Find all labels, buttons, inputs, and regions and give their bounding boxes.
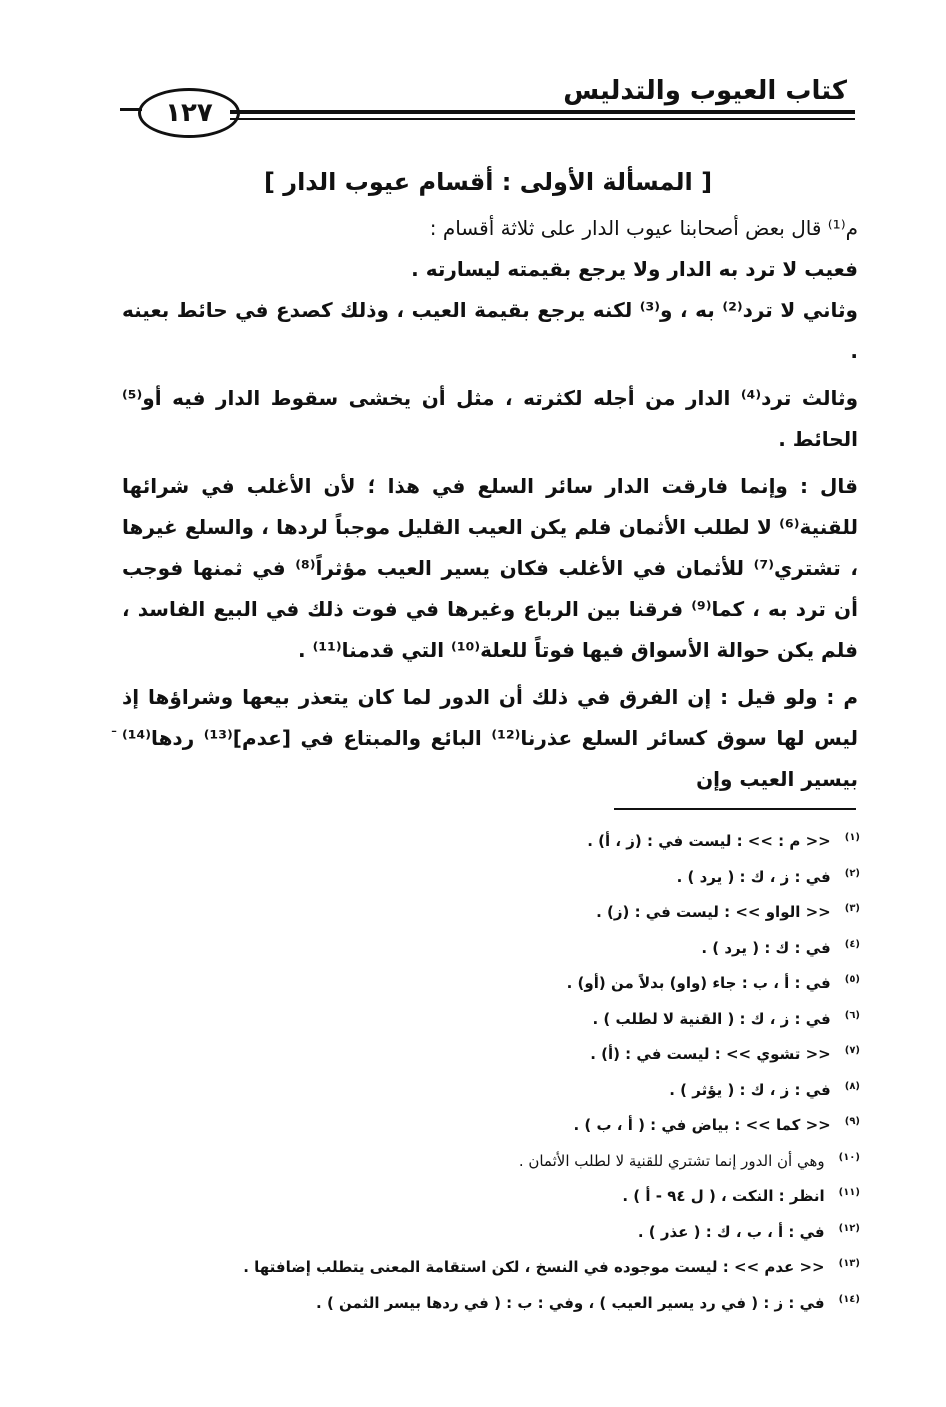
footnote: $^{(٧)}$<< تشوي >> : ليست في : (أ) . — [590, 1045, 860, 1063]
footnote: $^{(١٤)}$في : ز : ( في رد يسير العيب ) ، وفي : ب : ( في ردها بيسر الثمن ) . — [316, 1293, 860, 1312]
footnote: $^{(١١)}$انظر : النكت ، ( ل ٩٤ - أ ) . — [622, 1187, 860, 1205]
paragraph: وثالث ترد⁽⁴⁾ الدار من أجله لكثرته ، مثل أن يخشى سقوط الدار فيه أو⁽⁵⁾ الحائط . — [122, 386, 858, 451]
page-number: ١٢٧ — [138, 88, 240, 138]
footnote: $^{(١٠)}$وهي أن الدور إنما تشتري للقنية لا لطلب الأثمان . — [518, 1151, 860, 1170]
paragraph: فعيب لا ترد به الدار ولا يرجع بقيمته ليسارته . — [411, 257, 858, 281]
continuation-marker: ـ — [112, 720, 117, 736]
paragraph: م : ولو قيل : إن الفرق في ذلك أن الدور لما كان يتعذر بيعها وشراؤها إذ ليس لها سوق كسائر السلع عذرنا⁽¹²⁾ البائع والمبتاع في [عدم]⁽¹³⁾ ردها⁽¹⁴⁾ بيسير العيب وإن — [122, 685, 859, 791]
footnote: $^{(٤)}$في : ك : ( يرد ) . — [701, 938, 860, 957]
footnote: $^{(٥)}$في : أ ، ب : جاء (واو) بدلاً من (أو) . — [566, 974, 860, 992]
paragraph: م⁽¹⁾ قال بعض أصحابنا عيوب الدار على ثلاثة أقسام : — [429, 216, 858, 240]
footnote: $^{(٣)}$<< الواو >> : ليست في : (ز) . — [596, 903, 860, 921]
header-rule-thick — [230, 110, 855, 114]
footnotes — [200, 822, 860, 1319]
book-title: كتاب العيوب والتدليس — [563, 76, 847, 106]
header-rule-thin — [230, 118, 855, 120]
footnote: $^{(٨)}$في : ز ، ك : ( يؤثر ) . — [669, 1080, 860, 1099]
section-title: [ المسألة الأولى : أقسام عيوب الدار ] — [263, 168, 713, 196]
footnote-separator — [614, 808, 856, 810]
footnote: $^{(١)}$<< م : >> : ليست في : (ز ، أ) . — [587, 832, 860, 850]
footnote: $^{(١٣)}$<< عدم >> : ليست موجوده في النسخ ، لكن استقامة المعنى يتطلب إضافتها . — [243, 1258, 860, 1276]
footnote: $^{(٦)}$في : ز ، ك : ( القنية لا لطلب ) . — [592, 1009, 860, 1028]
main-text — [122, 208, 858, 800]
footnote: $^{(٩)}$<< كما >> : بياض في : ( أ ، ب ) . — [573, 1116, 860, 1134]
paragraph: وثاني لا ترد⁽²⁾ به ، و⁽³⁾ لكنه يرجع بقيمة العيب ، وذلك كصدع في حائط بعينه . — [122, 298, 858, 363]
paragraph: قال : وإنما فارقت الدار سائر السلع في هذا ؛ لأن الأغلب في شرائها للقنية⁽⁶⁾ لا لطلب الأثمان فلم يكن العيب القليل موجباً لردها ، والسلع غيرها ، تشتري⁽⁷⁾ للأثمان في الأغلب فكان يسير العيب مؤثراً⁽⁸⁾ في ثمنها فوجب أن ترد به ، كما⁽⁹⁾ فرقنا بين الرباع وغيرها في فوت ذلك في البيع الفاسد ، فلم يكن حوالة الأسواق فيها فوتاً للعلة⁽¹⁰⁾ التي قدمنا⁽¹¹⁾ . — [122, 474, 859, 662]
footnote: $^{(٢)}$في : ز ، ك : ( يرد ) . — [676, 867, 860, 886]
running-header — [120, 70, 855, 140]
footnote: $^{(١٢)}$في : أ ، ب ، ك : ( عذر ) . — [637, 1222, 860, 1241]
